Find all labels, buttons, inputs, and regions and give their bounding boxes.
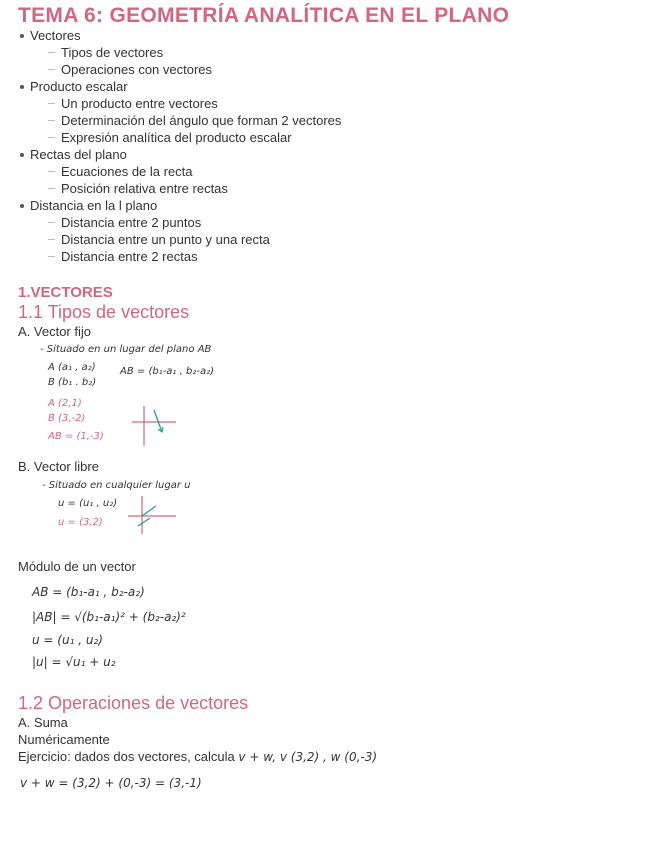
outline-subitem: Operaciones con vectores — [48, 62, 212, 77]
handwritten-note: - Situado en cualquier lugar u — [42, 480, 191, 491]
outline-item-distancia: Distancia en la l plano — [18, 198, 157, 213]
subsection-heading: 1.1 Tipos de vectores — [18, 302, 190, 322]
bullet-icon — [20, 34, 24, 38]
outline-subitem: Posición relativa entre rectas — [48, 181, 228, 196]
bullet-icon — [20, 153, 24, 157]
handwritten-line: u = (u₁ , u₂) — [32, 633, 103, 647]
handwritten-line: AB = (b₁-a₁ , b₂-a₂) — [32, 585, 145, 599]
handwritten-line: u = (u₁ , u₂) — [58, 498, 118, 509]
outline-subitem: Distancia entre 2 puntos — [48, 215, 201, 230]
outline-subitem: Distancia entre 2 rectas — [48, 249, 198, 264]
vector-libre-label: B. Vector libre — [18, 459, 99, 474]
outline-item-producto: Producto escalar — [18, 79, 128, 94]
dash-icon — [48, 137, 55, 138]
handwritten-line: |u| = √u₁ + u₂ — [32, 655, 116, 669]
subsection-heading: 1.2 Operaciones de vectores — [18, 693, 249, 713]
dash-icon — [48, 239, 55, 240]
vector-fijo-sketch — [128, 402, 178, 448]
dash-icon — [48, 188, 55, 189]
handwritten-line: |AB| = √(b₁-a₁)² + (b₂-a₂)² — [32, 610, 186, 624]
dash-icon — [48, 222, 55, 223]
bullet-icon — [20, 204, 24, 208]
outline-subitem: Distancia entre un punto y una recta — [48, 232, 270, 247]
dash-icon — [48, 171, 55, 172]
handwritten-example: AB = (1,-3) — [48, 431, 104, 442]
handwritten-line: B (b₁ . b₂) — [48, 377, 97, 388]
outline-subitem: Un producto entre vectores — [48, 96, 218, 111]
handwritten-line: A (a₁ , a₂) — [48, 362, 96, 373]
suma-label: A. Suma — [18, 715, 68, 730]
numericamente-label: Numéricamente — [18, 732, 110, 747]
dash-icon — [48, 69, 55, 70]
handwritten-example: A (2,1) — [48, 398, 82, 409]
outline-item-vectores: Vectores — [18, 28, 81, 43]
dash-icon — [48, 256, 55, 257]
vector-libre-sketch — [126, 494, 178, 536]
dash-icon — [48, 52, 55, 53]
bullet-icon — [20, 85, 24, 89]
handwritten-line: AB = (b₁-a₁ , b₂-a₂) — [120, 366, 214, 377]
outline-subitem: Tipos de vectores — [48, 45, 163, 60]
outline-subitem: Determinación del ángulo que forman 2 vectores — [48, 113, 341, 128]
ejercicio-text: Ejercicio: dados dos vectores, calcula v + w, v (3,2) , w (0,-3) — [18, 749, 378, 764]
outline-subitem: Ecuaciones de la recta — [48, 164, 193, 179]
page-title: TEMA 6: GEOMETRÍA ANALÍTICA EN EL PLANO — [18, 4, 510, 27]
handwritten-example: u = (3,2) — [58, 517, 103, 528]
vector-fijo-label: A. Vector fijo — [18, 324, 91, 339]
outline-item-rectas: Rectas del plano — [18, 147, 127, 162]
dash-icon — [48, 103, 55, 104]
modulo-label: Módulo de un vector — [18, 559, 136, 574]
outline-subitem: Expresión analítica del producto escalar — [48, 130, 292, 145]
handwritten-note: - Situado en un lugar del plano AB — [40, 344, 212, 355]
handwritten-example: B (3,-2) — [48, 413, 86, 424]
section-heading: 1.VECTORES — [18, 284, 113, 301]
handwritten-result: v + w = (3,2) + (0,-3) = (3,-1) — [20, 776, 202, 790]
dash-icon — [48, 120, 55, 121]
